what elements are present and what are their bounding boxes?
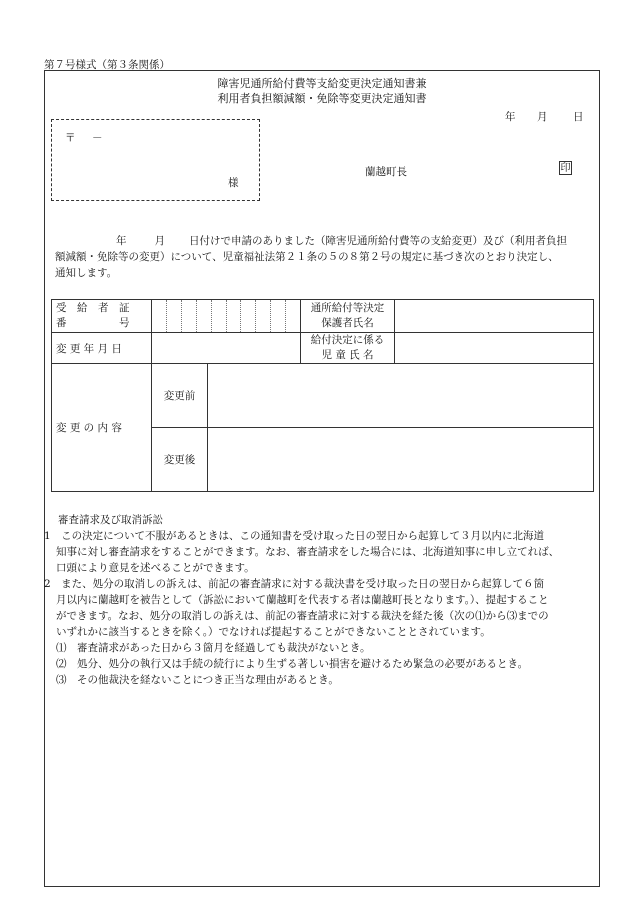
change-content-label: 変 更 の 内 容	[52, 364, 152, 492]
note-item-3: ⑶ その他裁決を経ないことにつき正当な理由があるとき。	[56, 674, 339, 686]
date-month: 月	[537, 111, 548, 123]
note-1-line1: 1 この決定について不服があるときは、この通知書を受け取った日の翌日から起算して３月以内に北海道	[44, 530, 544, 542]
before-label: 変更前	[152, 364, 208, 428]
body-line2: 額減額・免除等の変更）について、児童福祉法第２１条の５の８第２号の規定に基づき次のとおり決定し、	[55, 251, 559, 263]
note-2-line4: いずれかに該当するときを除く。）でなければ提起することができないこととされています。	[56, 626, 491, 638]
form-label: 第７号様式（第３条関係）	[44, 59, 170, 71]
postal-mark: 〒	[65, 132, 76, 144]
recipient-number-label: 受 給 者 証 番 号	[52, 300, 152, 333]
note-1-line3: 口頭により意見を述べることができます。	[56, 562, 255, 574]
issuer-name: 蘭越町長	[365, 166, 407, 178]
address-box	[51, 119, 260, 201]
guardian-name-field[interactable]	[395, 300, 594, 333]
guardian-name-label: 通所給付等決定 保護者氏名	[301, 300, 395, 333]
note-2-line3: ができます。なお、処分の取消しの訴えは、前記の審査請求に対する裁決を経た後（次の⑴から⑶までの	[56, 610, 549, 622]
before-field[interactable]	[208, 364, 594, 428]
body-line1	[55, 233, 591, 249]
note-item-1: ⑴ 審査請求があった日から３箇月を経過しても裁決がないとき。	[56, 642, 371, 654]
seal-mark: 印	[560, 163, 571, 174]
child-name-label: 給付決定に係る 児 童 氏 名	[301, 333, 395, 364]
appeal-notes	[44, 512, 600, 688]
date-day: 日	[573, 111, 584, 123]
decision-table	[51, 299, 594, 492]
recipient-number-field[interactable]	[152, 300, 301, 333]
note-2-line2: 月以内に蘭越町を被告として（訴訟において蘭越町を代表する者は蘭越町長となります。）、提起すること	[56, 594, 549, 606]
note-2-line1: 2 また、処分の取消しの訴えは、前記の審査請求に対する裁決書を受け取った日の翌日から起算して６箇	[44, 578, 545, 590]
change-date-label: 変 更 年 月 日	[52, 333, 152, 364]
note-1-line2: 知事に対し審査請求をすることができます。なお、審査請求をした場合には、北海道知事に申し立てれば、	[56, 546, 560, 558]
note-item-2: ⑵ 処分、処分の執行又は手続の続行により生ずる著しい損害を避けるため緊急の必要があるとき。	[56, 658, 529, 670]
postal-dash: －	[92, 132, 103, 144]
change-date-field[interactable]	[152, 333, 301, 364]
notes-heading: 審査請求及び取消訴訟	[58, 514, 163, 526]
child-name-field[interactable]	[395, 333, 594, 364]
document-title-line2: 利用者負担額減額・免除等変更決定通知書	[217, 92, 427, 105]
body-line1-text: 日付けで申請のありました（障害児通所給付費等の支給変更）及び（利用者負担	[189, 235, 567, 247]
document-title-line1: 障害児通所給付費等支給変更決定通知書兼	[217, 77, 427, 90]
honorific: 様	[228, 177, 239, 189]
after-label: 変更後	[152, 428, 208, 492]
date-year: 年	[505, 111, 516, 123]
after-field[interactable]	[208, 428, 594, 492]
body-year: 年	[116, 235, 127, 247]
body-month: 月	[154, 235, 165, 247]
body-line3: 通知します。	[55, 267, 118, 279]
